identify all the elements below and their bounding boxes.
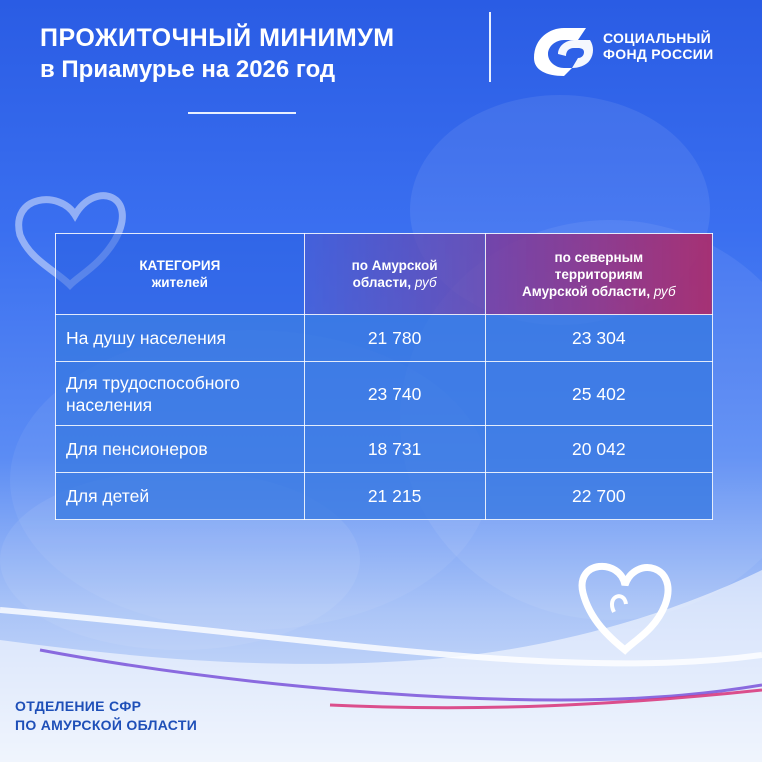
row-north-value: 23 304 — [485, 315, 712, 362]
header-category-line-1: КАТЕГОРИЯ — [139, 258, 221, 273]
table-row — [56, 473, 713, 520]
title-line-1: ПРОЖИТОЧНЫЙ МИНИМУМ — [40, 24, 395, 52]
header-north-line-2: территориям — [554, 266, 643, 282]
page-title — [40, 22, 395, 86]
header-north-line-3: Амурской области, — [522, 283, 651, 299]
row-category: Для детей — [56, 473, 305, 520]
row-category: На душу населения — [56, 315, 305, 362]
table-row — [56, 315, 713, 362]
header-north-unit: руб — [653, 283, 676, 299]
footer-line-2: ПО АМУРСКОЙ ОБЛАСТИ — [15, 717, 198, 733]
logo-name-line-2: ФОНД РОССИИ — [603, 46, 714, 62]
header-category — [56, 234, 305, 315]
row-north-value: 22 700 — [485, 473, 712, 520]
header-amur-line-1: по Амурской — [351, 258, 438, 273]
row-amur-value: 18 731 — [304, 426, 485, 473]
footer-line-1: ОТДЕЛЕНИЕ СФР — [15, 698, 142, 714]
row-north-value: 25 402 — [485, 362, 712, 426]
row-north-value: 20 042 — [485, 426, 712, 473]
title-underline — [188, 112, 296, 114]
header-amur-unit: руб — [414, 275, 437, 290]
row-amur-value: 23 740 — [304, 362, 485, 426]
header-amur-region — [304, 234, 485, 315]
row-amur-value: 21 780 — [304, 315, 485, 362]
header-amur-line-2: области, — [352, 275, 412, 290]
row-category — [56, 362, 305, 426]
header-category-line-2: жителей — [151, 275, 208, 290]
logo-text — [603, 30, 714, 62]
header-north-line-1: по северным — [554, 249, 644, 265]
row-category: Для пенсионеров — [56, 426, 305, 473]
table-row — [56, 362, 713, 426]
row-amur-value: 21 215 — [304, 473, 485, 520]
table-row — [56, 426, 713, 473]
subsistence-minimum-table — [55, 233, 713, 520]
header-north-territories — [485, 234, 712, 315]
sfr-logo-icon — [528, 20, 596, 76]
footer-organization — [15, 697, 197, 735]
logo-name-line-1: СОЦИАЛЬНЫЙ — [603, 30, 711, 46]
title-line-2: в Приамурье на 2026 год — [40, 56, 336, 83]
row-category-line-1: Для трудоспособного — [66, 372, 240, 393]
row-category-line-2: населения — [66, 394, 153, 415]
table-header-row — [56, 234, 713, 315]
header-divider — [489, 12, 491, 82]
